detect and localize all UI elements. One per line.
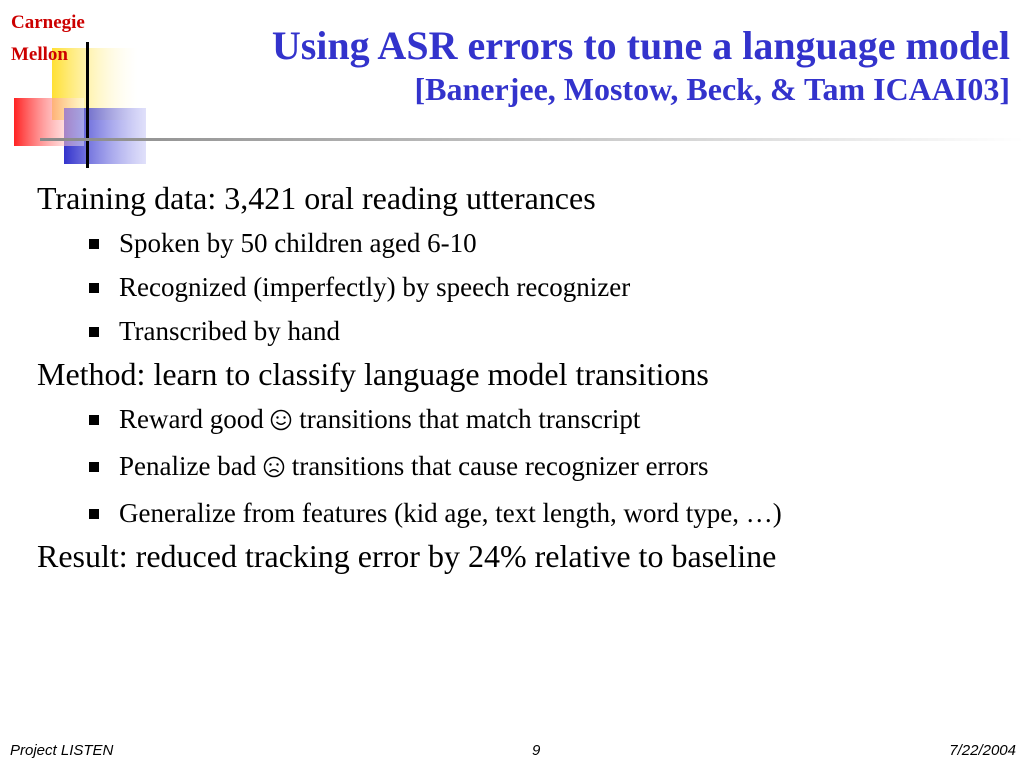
title-main: Using ASR errors to tune a language model	[271, 23, 1010, 68]
footer-page-number: 9	[532, 742, 541, 759]
slide-body	[37, 172, 1007, 575]
sub-bullet-reward	[37, 403, 1007, 438]
square-bullet-icon	[89, 415, 99, 425]
bullet-method	[37, 355, 1007, 393]
logo-vertical-line	[86, 42, 89, 168]
bullet-text-pre: Penalize bad	[119, 451, 257, 481]
logo-text-carnegie: Carnegie	[11, 12, 85, 33]
bullet-training-data	[37, 179, 1007, 217]
sub-bullet-generalize	[37, 497, 1007, 529]
bullet-text: Recognized (imperfectly) by speech recognizer	[119, 272, 631, 302]
smile-icon	[270, 406, 292, 438]
footer-date: 7/22/2004	[949, 742, 1016, 759]
sub-bullet-spoken	[37, 227, 1007, 259]
bullet-text: Generalize from features (kid age, text length, word type, …)	[119, 498, 782, 528]
bullet-text-post: transitions that cause recognizer errors	[291, 451, 709, 481]
logo-text-mellon: Mellon	[11, 44, 68, 65]
header-divider-line	[40, 138, 1024, 141]
title-citation: [Banerjee, Mostow, Beck, & Tam ICAAI03]	[414, 71, 1010, 107]
bullet-text-pre: Reward good	[119, 404, 264, 434]
bullet-result	[37, 537, 1007, 575]
footer-project: Project LISTEN	[10, 742, 114, 759]
sub-bullet-penalize	[37, 450, 1007, 485]
square-bullet-icon	[89, 239, 99, 249]
bullet-text: Result: reduced tracking error by 24% relative to baseline	[37, 538, 777, 574]
square-bullet-icon	[89, 462, 99, 472]
square-bullet-icon	[89, 327, 99, 337]
sub-bullet-recognized	[37, 271, 1007, 303]
bullet-text: Spoken by 50 children aged 6-10	[119, 228, 477, 258]
bullet-text-post: transitions that match transcript	[299, 404, 641, 434]
square-bullet-icon	[89, 283, 99, 293]
frown-icon	[263, 453, 285, 485]
bullet-text: Method: learn to classify language model transitions	[37, 356, 709, 392]
sub-bullet-transcribed	[37, 315, 1007, 347]
slide-footer	[0, 740, 1024, 762]
square-bullet-icon	[89, 509, 99, 519]
bullet-text: Transcribed by hand	[119, 316, 340, 346]
bullet-text: Training data: 3,421 oral reading utterances	[37, 180, 596, 216]
slide-title	[272, 22, 1010, 108]
